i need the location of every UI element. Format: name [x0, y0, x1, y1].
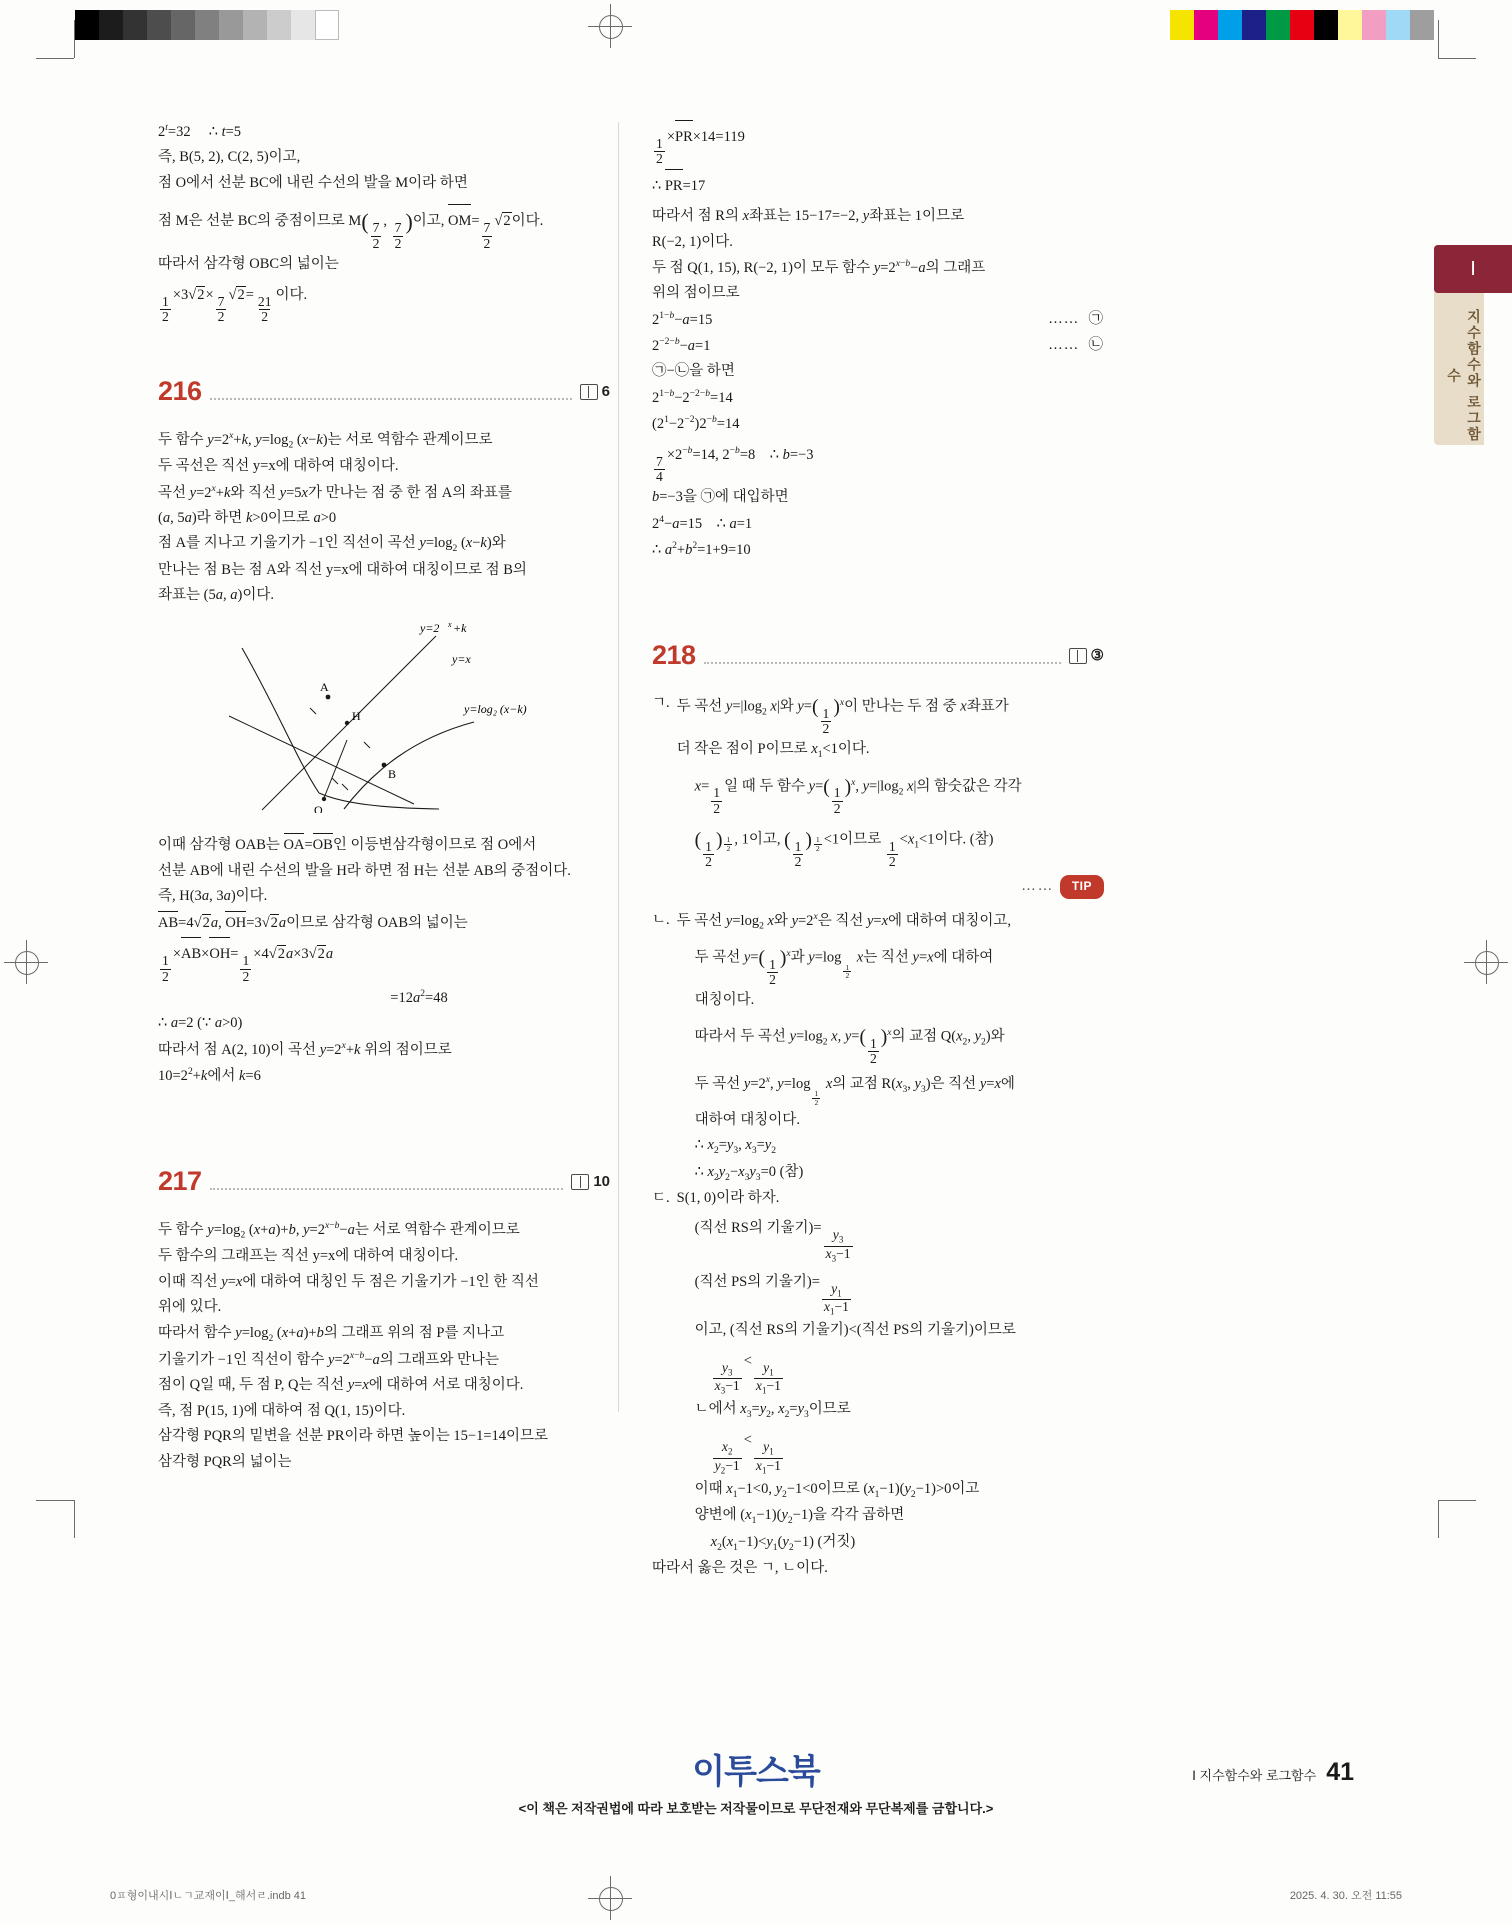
- svg-text:y=2: y=2: [420, 620, 440, 635]
- p217c-line-11: $(2^1-2^{-2})2^{-b}=14$: [652, 414, 740, 433]
- registration-mark-bottom: [588, 1876, 632, 1920]
- carryover-line-4: 점 M은 선분 BC의 중점이므로 M( $\frac{7}{2}$ , $\frac{7}{2}$ )이고, OM= $\frac{7}{2}$ √ 2이다.: [158, 197, 610, 251]
- p218d-line-8: 이때 $x_1-1<0$, $y_2-1<0$이므로 $(x_1-1)(y_2-1)>0$이고: [694, 1480, 980, 1500]
- right-column: [652, 120, 1104, 1582]
- part-d-marker: ㄷ.: [652, 1189, 670, 1206]
- carryover-solution: [158, 120, 610, 324]
- tip-badge[interactable]: TIP: [1060, 875, 1104, 898]
- carryover-line-1: $2^t=32$ ∴ t=5: [158, 122, 242, 140]
- crop-mark-top-right: [1438, 20, 1476, 58]
- p217-line-4: 위에 있다.: [158, 1299, 222, 1316]
- p217-line-5: 따라서 함수 $y=\log_2$ (x+a)+b의 그래프 위의 점 P를 지나고: [158, 1324, 505, 1344]
- svg-text:H: H: [352, 708, 361, 723]
- problem-218-part-g: [652, 692, 1104, 871]
- tip-row: [652, 875, 1104, 898]
- registration-mark-right: [1464, 940, 1508, 984]
- p216-after-2: 선분 AB에 내린 수선의 발을 H라 하면 점 H는 선분 AB의 중점이다.: [158, 862, 571, 879]
- problem-217-header: [158, 1160, 610, 1204]
- p218g-line-2: 더 작은 점이 P이므로 $x_1<1$이다.: [676, 741, 870, 761]
- footer-section-label: Ⅰ 지수함수와 로그함수: [1192, 1768, 1317, 1783]
- p218g-line-4: ( $\frac{1}{2}$ ) $^{\frac{1}{2}}$ , 1이고, ( $\frac{1}{2}$ ) $^{\frac{1}{2}}$ <1이므로 $\frac{1}{2}$ $<x_1<1$이다. (참): [694, 830, 994, 870]
- p217-line-6: 기울기가 −1인 직선이 함수 $y=2^{x-b}-a$의 그래프와 만나는: [158, 1350, 500, 1368]
- problem-216-solution: [158, 428, 610, 608]
- publisher-logo: [692, 1744, 819, 1793]
- problem-218-answer: ③: [1090, 647, 1104, 665]
- carryover-line-3: 점 O에서 선분 BC에 내린 수선의 발을 M이라 하면: [158, 174, 468, 191]
- problem-218-dotted-rule: [704, 648, 1061, 664]
- p218d-line-5: $\frac{y_3}{x_3-1}$ < $\frac{y_1}{x_1-1}$: [714, 1352, 781, 1396]
- p216-line-2: 두 곡선은 직선 y=x에 대하여 대칭이다.: [158, 458, 399, 475]
- grayscale-calibration-strip: [75, 10, 339, 40]
- svg-text:B: B: [388, 766, 397, 781]
- problem-217-number: 217: [158, 1166, 202, 1197]
- problem-217-solution: [158, 1218, 610, 1474]
- part-n-marker: ㄴ.: [652, 911, 670, 928]
- problem-217-answer-badge: [571, 1170, 610, 1194]
- problem-218-conclusion: 따라서 옳은 것은 ㄱ, ㄴ이다.: [652, 1559, 828, 1576]
- p217c-line-12: $\frac{7}{4}$ $\times 2^{-b}=14$, $2^{-b}=8$ ∴ b=−3: [656, 444, 814, 484]
- p218n-line-2: 두 곡선 y=( $\frac{1}{2}$ )$^x$과 y=log $_{\frac{1}{2}}$ x는 직선 y=x에 대하여: [694, 947, 994, 988]
- problem-218-part-n: [652, 909, 1104, 1187]
- crop-mark-top-left: [36, 20, 74, 58]
- p217c-line-13: b=−3을 ㉠에 대입하면: [652, 489, 789, 506]
- p217c-line-10: $2^{1-b}-2^{-2-b}=14$: [652, 387, 733, 406]
- p218n-line-6: 대하여 대칭이다.: [694, 1111, 800, 1128]
- p218d-line-3: (직선 PS의 기울기)= $\frac{y_1}{x_1-1}$: [694, 1273, 849, 1317]
- p217-line-8: 즉, 점 P(15, 1)에 대하여 점 Q(1, 15)이다.: [158, 1402, 406, 1419]
- p218d-line-9: 양변에 $(x_1-1)(y_2-1)$을 각각 곱하면: [694, 1507, 905, 1527]
- p217-line-3: 이때 직선 y=x에 대하여 대칭인 두 점은 기울기가 −1인 한 직선: [158, 1273, 539, 1290]
- p216-line-6: 만나는 점 B는 점 A와 직선 y=x에 대하여 대칭이므로 점 B의: [158, 561, 527, 578]
- p217c-line-1: $\frac{1}{2}$ ×PR×14=119: [652, 120, 1104, 167]
- p217c-line-6: 위의 점이므로: [652, 285, 740, 302]
- p218n-line-8: ∴ $x_2y_2-x_3y_3=0$ (참): [694, 1163, 804, 1183]
- p218n-line-4: 따라서 두 곡선 $y=\log_2$ x, y=( $\frac{1}{2}$ )$^x$의 교점 $Q(x_2$, $y_2$)와: [694, 1026, 1005, 1066]
- indesign-file-name: 0ㅍ형이내시Ⅰㄴㄱ교재이Ⅰ_해서ㄹ.indb 41: [110, 1890, 307, 1902]
- left-column: [158, 120, 610, 1476]
- problem-218-answer-badge: [1069, 644, 1104, 668]
- print-timestamp: 2025. 4. 30. 오전 11:55: [1289, 1890, 1402, 1902]
- p217c-line-8: …… ㉡ $2^{-2-b}-a=1$: [652, 336, 1104, 354]
- registration-mark-left: [4, 940, 48, 984]
- svg-text:A: A: [320, 679, 329, 694]
- p218n-line-3: 대칭이다.: [694, 992, 755, 1009]
- p218d-line-6: ㄴ에서 $x_3=y_2$, $x_2=y_3$이므로: [694, 1401, 851, 1420]
- p217c-line-4: R(−2, 1)이다.: [652, 233, 733, 250]
- p216-after-8: 따라서 점 A(2, 10)이 곡선 $y=2^x+k$ 위의 점이므로: [158, 1039, 452, 1058]
- p216-after-1: 이때 삼각형 OAB는 OA=OB인 이등변삼각형이므로 점 O에서: [158, 833, 610, 857]
- registration-mark-top: [588, 4, 632, 48]
- tip-dots: ……: [1021, 878, 1055, 895]
- problem-216-dotted-rule: [210, 384, 572, 400]
- carryover-line-2: 즉, B(5, 2), C(2, 5)이고,: [158, 149, 301, 166]
- p217c-line-5: 두 점 Q(1, 15), R(−2, 1)이 모두 함수 $y=2^{x-b}-a$의 그래프: [652, 257, 986, 276]
- p216-after-4: AB=4 √ 2a, OH=3 √ 2a이므로 삼각형 OAB의 넓이는: [158, 911, 610, 935]
- chapter-side-tab: [1434, 245, 1484, 445]
- graph-svg: [224, 618, 544, 813]
- page-number: 41: [1326, 1758, 1354, 1786]
- p216-line-4: (a, 5a)라 하면 k>0이므로 a>0: [158, 509, 337, 526]
- problem-218-part-d: [652, 1187, 1104, 1557]
- p216-after-3: 즉, H(3a, 3a)이다.: [158, 888, 268, 905]
- problem-218-number: 218: [652, 640, 696, 671]
- p218g-line-1: 두 곡선 $y=|\log_2$ x|와 y=( $\frac{1}{2}$ )$^x$이 만나는 두 점 중 x좌표가: [676, 696, 1009, 737]
- p218d-line-10: $x_2(x_1-1)<y_1(y_2-1)$ (거짓): [710, 1533, 856, 1553]
- svg-text:x: x: [448, 619, 452, 629]
- publisher-logo-text: 이투스북: [692, 1753, 820, 1791]
- p218n-line-7: ∴ $x_2=y_3$, $x_3=y_2$: [694, 1137, 776, 1157]
- problem-216-figure: [158, 618, 610, 821]
- part-g-marker: ㄱ.: [652, 695, 670, 712]
- problem-216-answer-badge: [580, 380, 610, 404]
- p217c-line-9: ㉠−㉡을 하면: [652, 363, 735, 380]
- problem-216-solution-after: [158, 833, 610, 1088]
- carryover-line-6: $\frac{1}{2}$ ×3 √ 2× $\frac{7}{2}$ √ 2= $\frac{21}{2}$ 이다.: [158, 279, 610, 325]
- p216-after-9: $10=2^2+k$에서 k=6: [158, 1065, 261, 1084]
- p218d-line-4: 이고, (직선 RS의 기울기)<(직선 PS의 기울기)이므로: [694, 1322, 1016, 1339]
- p217c-line-14: $2^4-a=15$ ∴ a=1: [652, 513, 753, 532]
- book-icon: [571, 1174, 589, 1190]
- svg-text:+k: +k: [453, 620, 467, 635]
- p217c-line-7: …… ㉠ $2^{1-b}-a=15$: [652, 309, 1104, 328]
- p216-line-7: 좌표는 (5a, a)이다.: [158, 587, 274, 604]
- p217-line-7: 점이 Q일 때, 두 점 P, Q는 직선 y=x에 대하여 서로 대칭이다.: [158, 1377, 524, 1394]
- p216-after-7: ∴ a=2 (∵ a>0): [158, 1015, 243, 1032]
- svg-text:y=x: y=x: [452, 651, 471, 666]
- p217c-line-2: ∴ PR=17: [652, 169, 1104, 203]
- p217c-line-3: 따라서 점 R의 x좌표는 15−17=−2, y좌표는 1이므로: [652, 208, 965, 225]
- copyright-notice: <이 책은 저작권법에 따라 보호받는 저작물이므로 무단전재와 무단복제를 금합니다.>: [518, 1801, 994, 1816]
- svg-text:y=log₂ (x−k): y=log₂ (x−k): [464, 701, 527, 716]
- p217-line-9: 삼각형 PQR의 밑변을 선분 PR이라 하면 높이는 15−1=14이므로: [158, 1428, 549, 1445]
- p217-line-10: 삼각형 PQR의 넓이는: [158, 1453, 292, 1470]
- problem-216-number: 216: [158, 376, 202, 407]
- problem-216-header: [158, 370, 610, 414]
- book-icon: [580, 384, 598, 400]
- problem-217-dotted-rule: [210, 1174, 564, 1190]
- chapter-roman-numeral: Ⅰ: [1434, 245, 1512, 293]
- p218g-line-3: x= $\frac{1}{2}$ 일 때 두 함수 y=( $\frac{1}{2}$ )$^x$, $y=|\log_2$ x|의 함숫값은 각각: [694, 776, 1022, 816]
- problem-217-answer: 10: [593, 1173, 610, 1190]
- p218d-line-1: S(1, 0)이라 하자.: [676, 1189, 780, 1206]
- p218d-line-7: $\frac{x_2}{y_2-1}$ < $\frac{y_1}{x_1-1}$: [714, 1432, 781, 1476]
- carryover-line-5: 따라서 삼각형 OBC의 넓이는: [158, 256, 339, 273]
- p216-line-1: 두 함수 $y=2^x+k$, $y=\log_2$ (x−k)는 서로 역함수 관계이므로: [158, 429, 493, 451]
- p217-line-2: 두 함수의 그래프는 직선 y=x에 대하여 대칭이다.: [158, 1248, 459, 1265]
- p216-after-5: $\frac{1}{2}$ ×AB×OH= $\frac{1}{2}$ ×4 √ 2a×3 √ 2a: [158, 937, 610, 984]
- svg-text:O: O: [314, 802, 323, 813]
- problem-216-answer: 6: [601, 382, 610, 400]
- p217c-line-15: ∴ $a^2+b^2=1+9=10$: [652, 539, 751, 558]
- p217-line-1: 두 함수 $y=\log_2$ (x+a)+b, $y=2^{x-b}-a$는 서로 역함수 관계이므로: [158, 1220, 520, 1241]
- p218d-line-2: (직선 RS의 기울기)= $\frac{y_3}{x_3-1}$: [694, 1220, 851, 1264]
- chapter-tab-label: 지수함수와 로그함수: [1446, 309, 1482, 443]
- p216-line-5: 점 A를 지나고 기울기가 −1인 직선이 곡선 $y=\log_2$ (x−k)와: [158, 535, 506, 555]
- crop-mark-bottom-right: [1438, 1500, 1476, 1538]
- problem-217-continued: [652, 120, 1104, 562]
- color-calibration-strip: [1170, 10, 1434, 40]
- p218n-line-1: 두 곡선 $y=\log_2$ x와 $y=2^x$은 직선 y=x에 대하여 대칭이고,: [676, 910, 1011, 932]
- problem-218-header: [652, 634, 1104, 678]
- column-divider: [618, 122, 619, 1412]
- p218n-line-5: 두 곡선 $y=2^x$, y=log $_{\frac{1}{2}}$ x의 교점 $R(x_3$, $y_3$)은 직선 y=x에: [694, 1074, 1015, 1107]
- crop-mark-bottom-left: [36, 1500, 74, 1538]
- p216-line-3: 곡선 $y=2^x+k$와 직선 y=5x가 만나는 점 중 한 점 A의 좌표를: [158, 482, 512, 501]
- book-icon: [1069, 648, 1087, 664]
- page-footer: [1192, 1758, 1354, 1787]
- p216-after-6: $=12a^2=48$: [390, 987, 448, 1006]
